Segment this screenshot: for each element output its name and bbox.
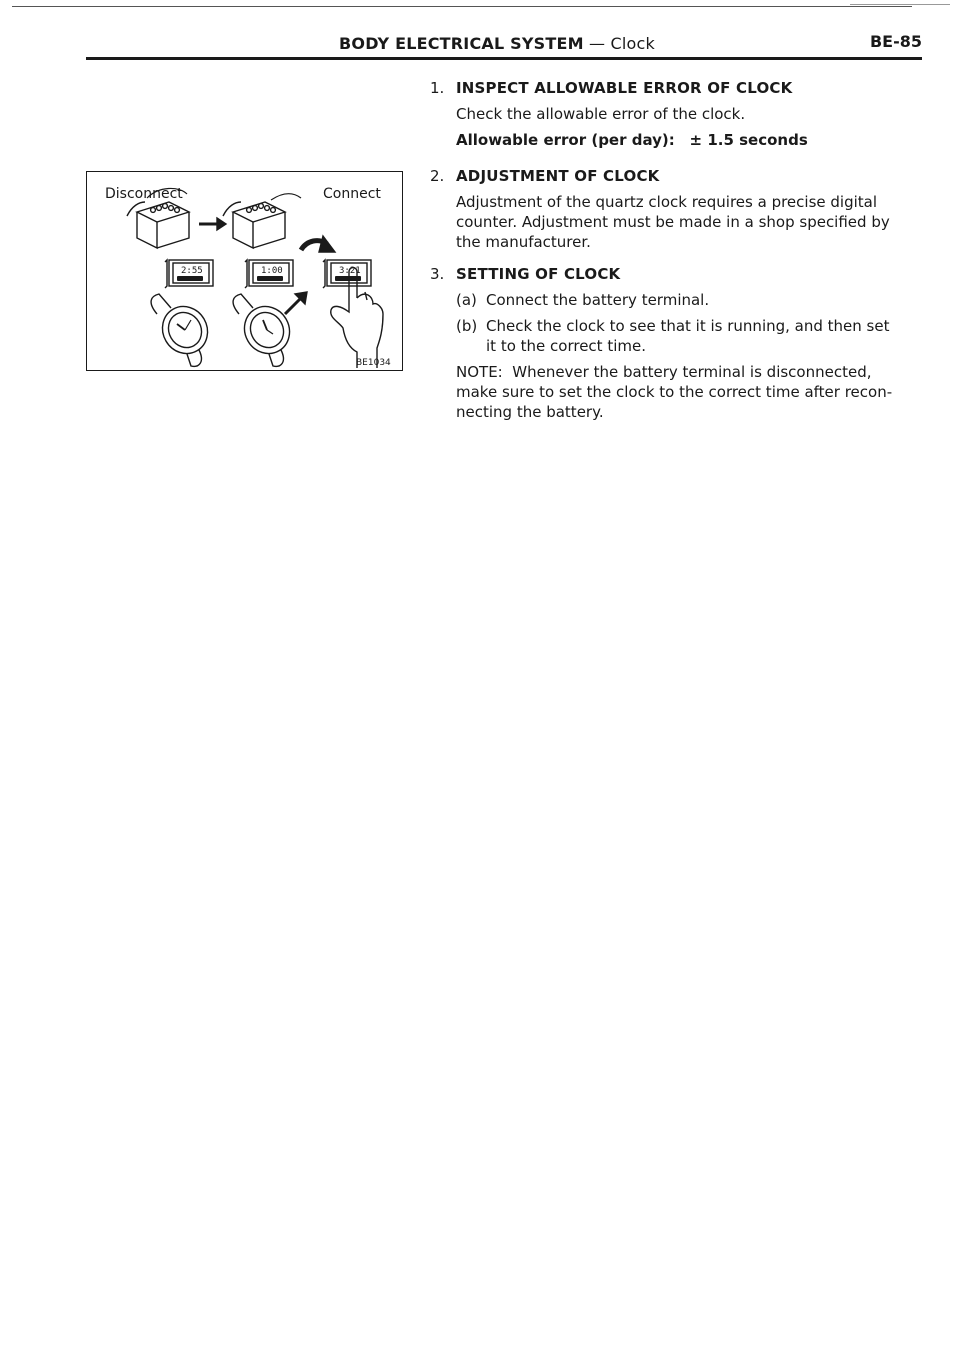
spec-value: ± 1.5 seconds [689,131,808,149]
step-2-heading: ADJUSTMENT OF CLOCK [456,167,660,185]
spec-label: Allowable error (per day): [456,131,675,149]
step-2-line-2: counter. Adjustment must be made in a shop specified by [456,213,890,231]
note-line-3: necting the battery. [456,403,604,421]
step-3b-line-2: it to the correct time. [486,337,646,355]
display-1-time: 2:55 [181,266,203,276]
step-1-text: Check the allowable error of the clock. [456,105,746,123]
step-2-number: 2. [430,167,445,185]
step-3a [456,290,920,310]
note-line-1: NOTE: Whenever the battery terminal is disconnected, [456,363,872,381]
illustration-drawing [87,172,404,372]
step-1-number: 1. [430,79,445,97]
step-3a-text: Connect the battery terminal. [486,291,710,309]
step-3-number: 3. [430,265,445,283]
step-1 [456,78,920,150]
disconnect-label: Disconnect [105,186,183,202]
step-2-line-3: the manufacturer. [456,233,591,251]
step-1-heading: INSPECT ALLOWABLE ERROR OF CLOCK [456,79,793,97]
top-scan-line [12,6,912,7]
top-scan-line-right [850,4,950,5]
step-3b-label: (b) [456,317,478,335]
page-code: BE-85 [869,32,922,51]
step-3b [456,316,920,336]
section-title-sub: Clock [610,34,655,53]
step-3 [456,264,920,422]
step-2-line-1: Adjustment of the quartz clock requires a precise digital [456,193,878,211]
step-2 [456,166,920,252]
battery-icon-2 [223,194,301,248]
section-title-bold: BODY ELECTRICAL SYSTEM [339,34,584,53]
step-3a-label: (a) [456,291,477,309]
display-2-time: 1:00 [261,266,283,276]
display-3-time: 3:21 [339,266,361,276]
clock-illustration [86,171,403,371]
connect-label: Connect [323,186,381,202]
display-1-buttons [177,276,203,281]
display-3-buttons [335,276,361,281]
step-3-heading: SETTING OF CLOCK [456,265,621,283]
step-3b-line-1: Check the clock to see that it is running, and then set [486,317,890,335]
section-title [339,34,655,53]
watch-icon-1 [151,294,216,366]
figure-code: BE1034 [356,358,391,368]
header-rule [86,57,922,60]
display-2-buttons [257,276,283,281]
section-title-sep: — [583,34,611,53]
note-line-2: make sure to set the clock to the correct time after recon- [456,383,893,401]
watch-icon-2 [233,294,298,366]
step-1-spec [456,130,920,150]
